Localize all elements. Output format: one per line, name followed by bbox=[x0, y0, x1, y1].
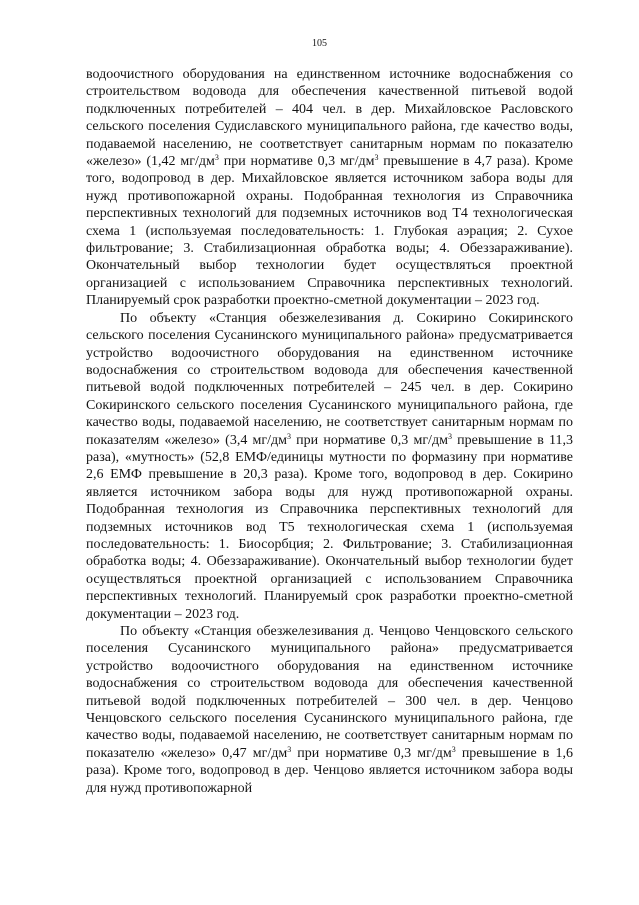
paragraph-text: превышение в 1,6 раза). Кроме того, водопровод в дер. Ченцово является источником забора воды для нужд противопожарной bbox=[86, 745, 573, 796]
paragraph-text: при нормативе 0,3 мг/дм bbox=[291, 432, 448, 448]
paragraph-text: при нормативе 0,3 мг/дм bbox=[218, 154, 375, 170]
paragraph-text: По объекту «Станция обезжелезивания д. Сокирино Сокиринского сельского поселения Сусанинского муниципального района» предусматривается устройство водоочистного оборудования на единственном источнике водоснабжения со строительством водовода для обеспечения качественной питьевой водой подключенных потребителей – 245 чел. в дер. Сокирино Сокиринского сельского поселения Сусанинского муниципального района, где качество воды, подаваемой населению, не соответствует санитарным нормам по показателям «железо» (3,4 мг/дм bbox=[86, 310, 573, 448]
page-number: 105 bbox=[312, 38, 327, 49]
document-body bbox=[86, 66, 573, 797]
superscript: 3 bbox=[287, 744, 292, 754]
paragraph-3 bbox=[86, 623, 573, 797]
superscript: 3 bbox=[374, 153, 379, 163]
paragraph-2 bbox=[86, 310, 573, 623]
paragraph-text: водоочистного оборудования на единственном источнике водоснабжения со строительством водовода для обеспечения качественной питьевой водой подключенных потребителей – 404 чел. в дер. Михайловское Расловского сельского поселения Судиславского муниципального района, где качество воды, подаваемой населению, не соответствует санитарным нормам по показателю «железо» (1,42 мг/дм bbox=[86, 67, 573, 170]
paragraph-text: при нормативе 0,3 мг/дм bbox=[291, 745, 452, 761]
paragraph-text: превышение в 11,3 раза), «мутность» (52,8 ЕМФ/единицы мутности по формазину при нормативе 2,6 ЕМФ превышение в 20,3 раза). Кроме того, водопровод в дер. Сокирино является источником забора воды для нужд противопожарной охраны. Подобранная технология из Справочника перспективных технологий для подземных источников вод Т5 технологическая схема 1 (используемая последовательность: 1. Биосорбция; 2. Фильтрование; 3. Стабилизационная обработка воды; 4. Обеззараживание). Окончательный выбор технологии будет осуществляться проектной организацией с использованием Справочника перспективных технологий. Планируемый срок разработки проектно-сметной документации – 2023 год. bbox=[86, 432, 573, 622]
superscript: 3 bbox=[214, 153, 219, 163]
paragraph-1 bbox=[86, 66, 573, 310]
paragraph-text: По объекту «Станция обезжелезивания д. Ченцово Ченцовского сельского поселения Сусанинского муниципального района» предусматривается устройство водоочистного оборудования на единственном источнике водоснабжения со строительством водовода для обеспечения качественной питьевой водой подключенных потребителей – 300 чел. в дер. Ченцово Ченцовского сельского поселения Сусанинского муниципального района, где качество воды, подаваемой населению, не соответствует санитарным нормам по показателю «железо» 0,47 мг/дм bbox=[86, 624, 573, 761]
paragraph-text: превышение в 4,7 раза). Кроме того, водопровод в дер. Михайловское является источником забора воды для нужд противопожарной охраны. Подобранная технология из Справочника перспективных технологий для подземных источников вод Т4 технологическая схема 1 (используемая последовательность: 1. Глубокая аэрация; 2. Сухое фильтрование; 3. Стабилизационная обработка воды; 4. Обеззараживание). Окончательный выбор технологии будет осуществляться проектной организацией с использованием Справочника перспективных технологий. Планируемый срок разработки проектно-сметной документации – 2023 год. bbox=[86, 154, 573, 309]
superscript: 3 bbox=[447, 431, 452, 441]
superscript: 3 bbox=[451, 744, 456, 754]
superscript: 3 bbox=[287, 431, 291, 441]
